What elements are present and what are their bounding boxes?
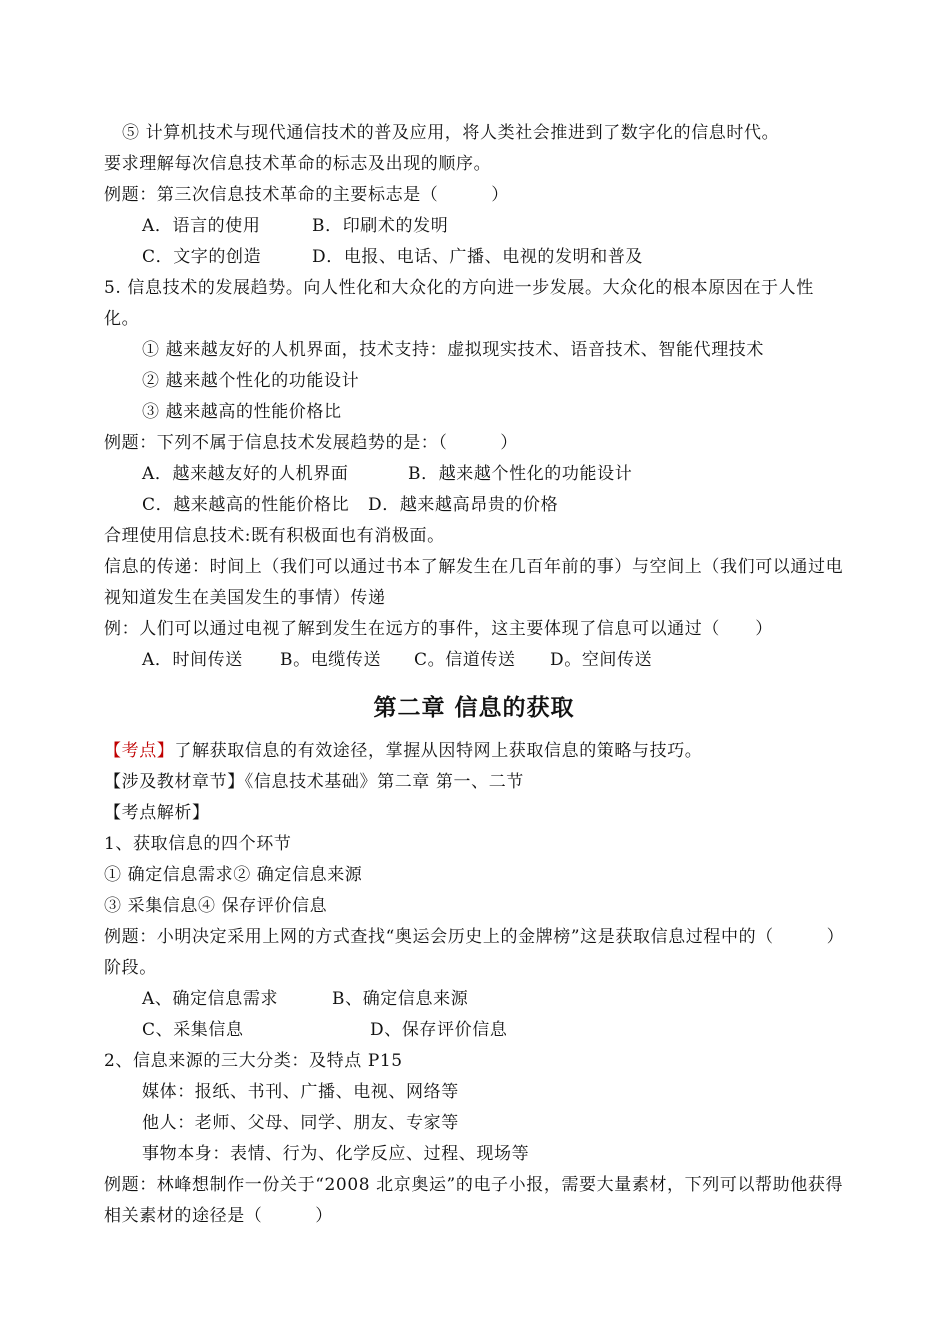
exam-point-label: 【考点】 [104,741,175,761]
question-line: 例：人们可以通过电视了解到发生在远方的事件，这主要体现了信息可以通过（ ） [104,619,773,639]
option-a: A．语言的使用 [142,216,261,236]
document-page [104,118,844,1232]
option-a: A、确定信息需求 [142,989,279,1009]
text-line: ③ 采集信息④ 保存评价信息 [104,896,328,916]
option-row [104,211,844,242]
option-b: B．越来越个性化的功能设计 [408,464,633,484]
option-row [104,984,844,1015]
question-paragraph: 例题：林峰想制作一份关于“2008 北京奥运”的电子小报，需要大量素材，下列可以帮助他获得相关素材的途径是（ ） [104,1175,844,1226]
option-b: B．印刷术的发明 [312,216,449,236]
list-item: 媒体：报纸、书刊、广播、电视、网络等 [142,1082,459,1102]
list-item: ① 越来越友好的人机界面，技术支持：虚拟现实技术、语音技术、智能代理技术 [142,340,765,360]
text-paragraph: 信息的传递：时间上（我们可以通过书本了解发生在几百年前的事）与空间上（我们可以通过电视知道发生在美国发生的事情）传递 [104,557,844,608]
question-line: 例题：下列不属于信息技术发展趋势的是：（ ） [104,433,518,453]
option-b: B。电缆传送 [280,650,382,670]
text-line: ① 确定信息需求② 确定信息来源 [104,865,363,885]
option-row [104,459,844,490]
option-row [104,490,844,521]
text-line: ⑤ 计算机技术与现代通信技术的普及应用，将人类社会推进到了数字化的信息时代。 [122,123,780,143]
text-line: 2、信息来源的三大分类：及特点 P15 [104,1051,403,1071]
option-row [104,1015,844,1046]
list-item: ② 越来越个性化的功能设计 [142,371,360,391]
list-item: ③ 越来越高的性能价格比 [142,402,342,422]
option-c: C．越来越高的性能价格比 [142,495,350,515]
exam-point-text: 了解获取信息的有效途径，掌握从因特网上获取信息的策略与技巧。 [174,741,703,761]
text-line: 1、获取信息的四个环节 [104,834,292,854]
option-c: C。信道传送 [414,650,516,670]
option-d: D、保存评价信息 [370,1020,508,1040]
option-d: D。空间传送 [550,650,653,670]
text-line: 合理使用信息技术:既有积极面也有消极面。 [104,526,445,546]
option-row [104,645,844,676]
textbook-section-line: 【涉及教材章节】《信息技术基础》第二章 第一、二节 [104,772,524,792]
option-c: C．文字的创造 [142,247,262,267]
list-item: 事物本身：表情、行为、化学反应、过程、现场等 [142,1144,530,1164]
option-a: A．时间传送 [142,650,243,670]
exam-point-line [104,736,844,767]
chapter-title: 第二章 信息的获取 [373,694,575,721]
option-b: B、确定信息来源 [332,989,469,1009]
analysis-heading: 【考点解析】 [104,803,210,823]
question-line: 例题：第三次信息技术革命的主要标志是（ ） [104,185,509,205]
list-item: 他人：老师、父母、同学、朋友、专家等 [142,1113,459,1133]
text-paragraph: 5. 信息技术的发展趋势。向人性化和大众化的方向进一步发展。大众化的根本原因在于人性化。 [104,278,814,329]
option-row [104,242,844,273]
question-paragraph: 例题：小明决定采用上网的方式查找“奥运会历史上的金牌榜”这是获取信息过程中的（ ）阶段。 [104,927,836,978]
option-a: A．越来越友好的人机界面 [142,464,349,484]
text-line: 要求理解每次信息技术革命的标志及出现的顺序。 [104,154,492,174]
option-c: C、采集信息 [142,1020,244,1040]
option-d: D．越来越高昂贵的价格 [368,495,559,515]
option-d: D．电报、电话、广播、电视的发明和普及 [312,247,644,267]
